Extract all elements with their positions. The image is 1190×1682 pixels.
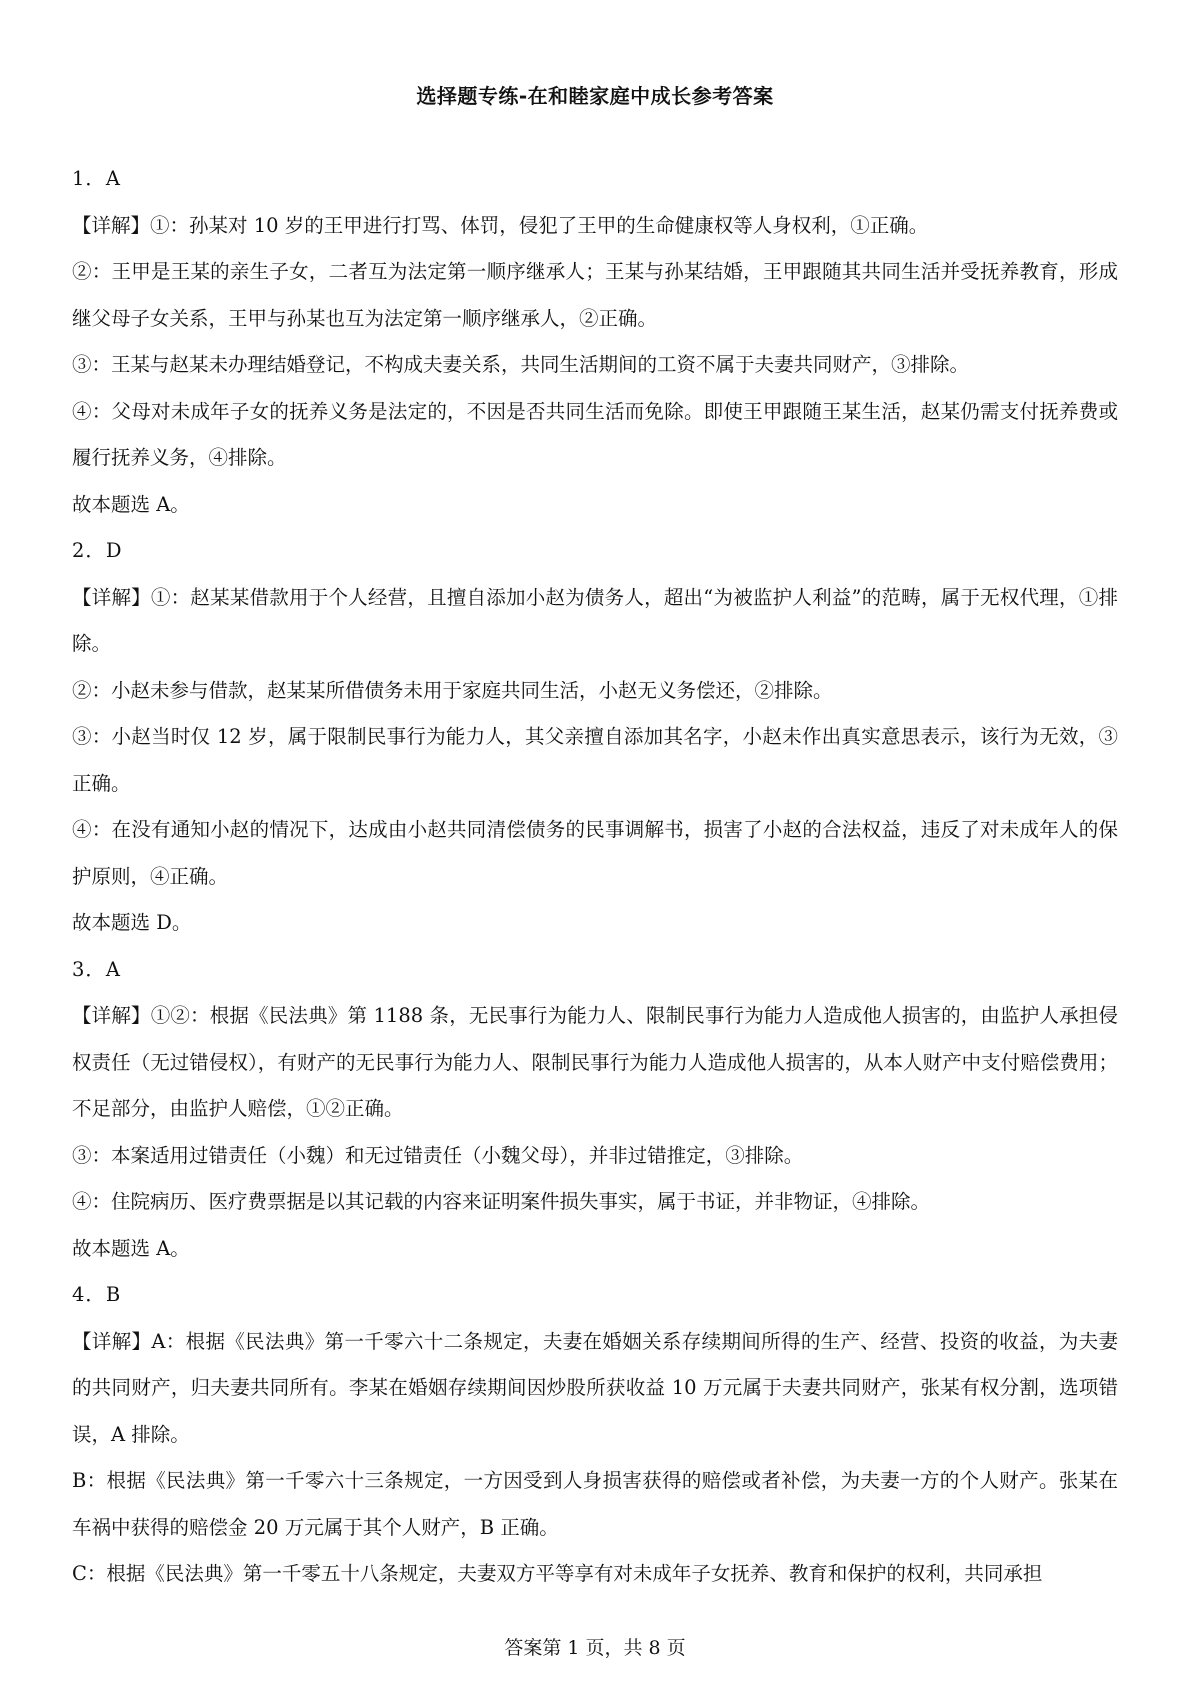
answer-3-explanation: 【详解】①②：根据《民法典》第 1188 条，无民事行为能力人、限制民事行为能力人造成他人损害的，由监护人承担侵权责任（无过错侵权），有财产的无民事行为能力人、限制民事行为能力人造成他人损害的，从本人财产中支付赔偿费用；不足部分，由监护人赔偿，①②正确。 xyxy=(72,1004,1118,1120)
answer-3-header: 3．A xyxy=(72,957,121,981)
answer-2-conclusion: 故本题选 D。 xyxy=(72,911,192,934)
answer-3-option-4: ④：住院病历、医疗费票据是以其记载的内容来证明案件损失事实，属于书证，并非物证，④排除。 xyxy=(72,1190,931,1213)
answer-content xyxy=(72,156,1118,1598)
answer-1-option-3: ③：王某与赵某未办理结婚登记，不构成夫妻关系，共同生活期间的工资不属于夫妻共同财产，③排除。 xyxy=(72,353,970,376)
answer-4-option-a: 【详解】A：根据《民法典》第一千零六十二条规定，夫妻在婚姻关系存续期间所得的生产、经营、投资的收益，为夫妻的共同财产，归夫妻共同所有。李某在婚姻存续期间因炒股所获收益 10 万元属于夫妻共同财产，张某有权分割，选项错误，A 排除。 xyxy=(72,1329,1118,1446)
answer-4-header: 4．B xyxy=(72,1283,122,1306)
answer-1-option-2: ②：王甲是王某的亲生子女，二者互为法定第一顺序继承人；王某与孙某结婚，王甲跟随其共同生活并受抚养教育，形成继父母子女关系，王甲与孙某也互为法定第一顺序继承人，②正确。 xyxy=(72,260,1118,330)
answer-2-header: 2．D xyxy=(72,539,123,562)
answer-2-explanation: 【详解】①：赵某某借款用于个人经营，且擅自添加小赵为债务人，超出“为被监护人利益”的范畴，属于无权代理，①排除。 xyxy=(72,585,1118,655)
page-title: 选择题专练-在和睦家庭中成长参考答案 xyxy=(416,84,774,108)
answer-2-option-2: ②：小赵未参与借款，赵某某所借债务未用于家庭共同生活，小赵无义务偿还，②排除。 xyxy=(72,678,833,702)
answer-1-header: 1．A xyxy=(72,167,121,190)
answer-1-option-4: ④：父母对未成年子女的抚养义务是法定的，不因是否共同生活而免除。即使王甲跟随王某生活，赵某仍需支付抚养费或履行抚养义务，④排除。 xyxy=(72,399,1118,469)
answer-4-option-c: C：根据《民法典》第一千零五十八条规定，夫妻双方平等享有对未成年子女抚养、教育和保护的权利，共同承担 xyxy=(72,1562,1043,1585)
answer-4-option-b: B：根据《民法典》第一千零六十三条规定，一方因受到人身损害获得的赔偿或者补偿，为夫妻一方的个人财产。张某在车祸中获得的赔偿金 20 万元属于其个人财产，B 正确。 xyxy=(72,1469,1118,1539)
answer-1-explanation: 【详解】①：孙某对 10 岁的王甲进行打骂、体罚，侵犯了王甲的生命健康权等人身权利，①正确。 xyxy=(72,213,929,237)
answer-3-conclusion: 故本题选 A。 xyxy=(72,1236,190,1260)
answer-3-option-3: ③：本案适用过错责任（小魏）和无过错责任（小魏父母），并非过错推定，③排除。 xyxy=(72,1143,804,1167)
answer-2-option-4: ④：在没有通知小赵的情况下，达成由小赵共同清偿债务的民事调解书，损害了小赵的合法权益，违反了对未成年人的保护原则，④正确。 xyxy=(72,818,1118,888)
answer-1-conclusion: 故本题选 A。 xyxy=(72,492,190,516)
page-footer: 答案第 1 页，共 8 页 xyxy=(504,1637,686,1659)
answer-2-option-3: ③：小赵当时仅 12 岁，属于限制民事行为能力人，其父亲擅自添加其名字，小赵未作出真实意思表示，该行为无效，③正确。 xyxy=(72,725,1118,795)
